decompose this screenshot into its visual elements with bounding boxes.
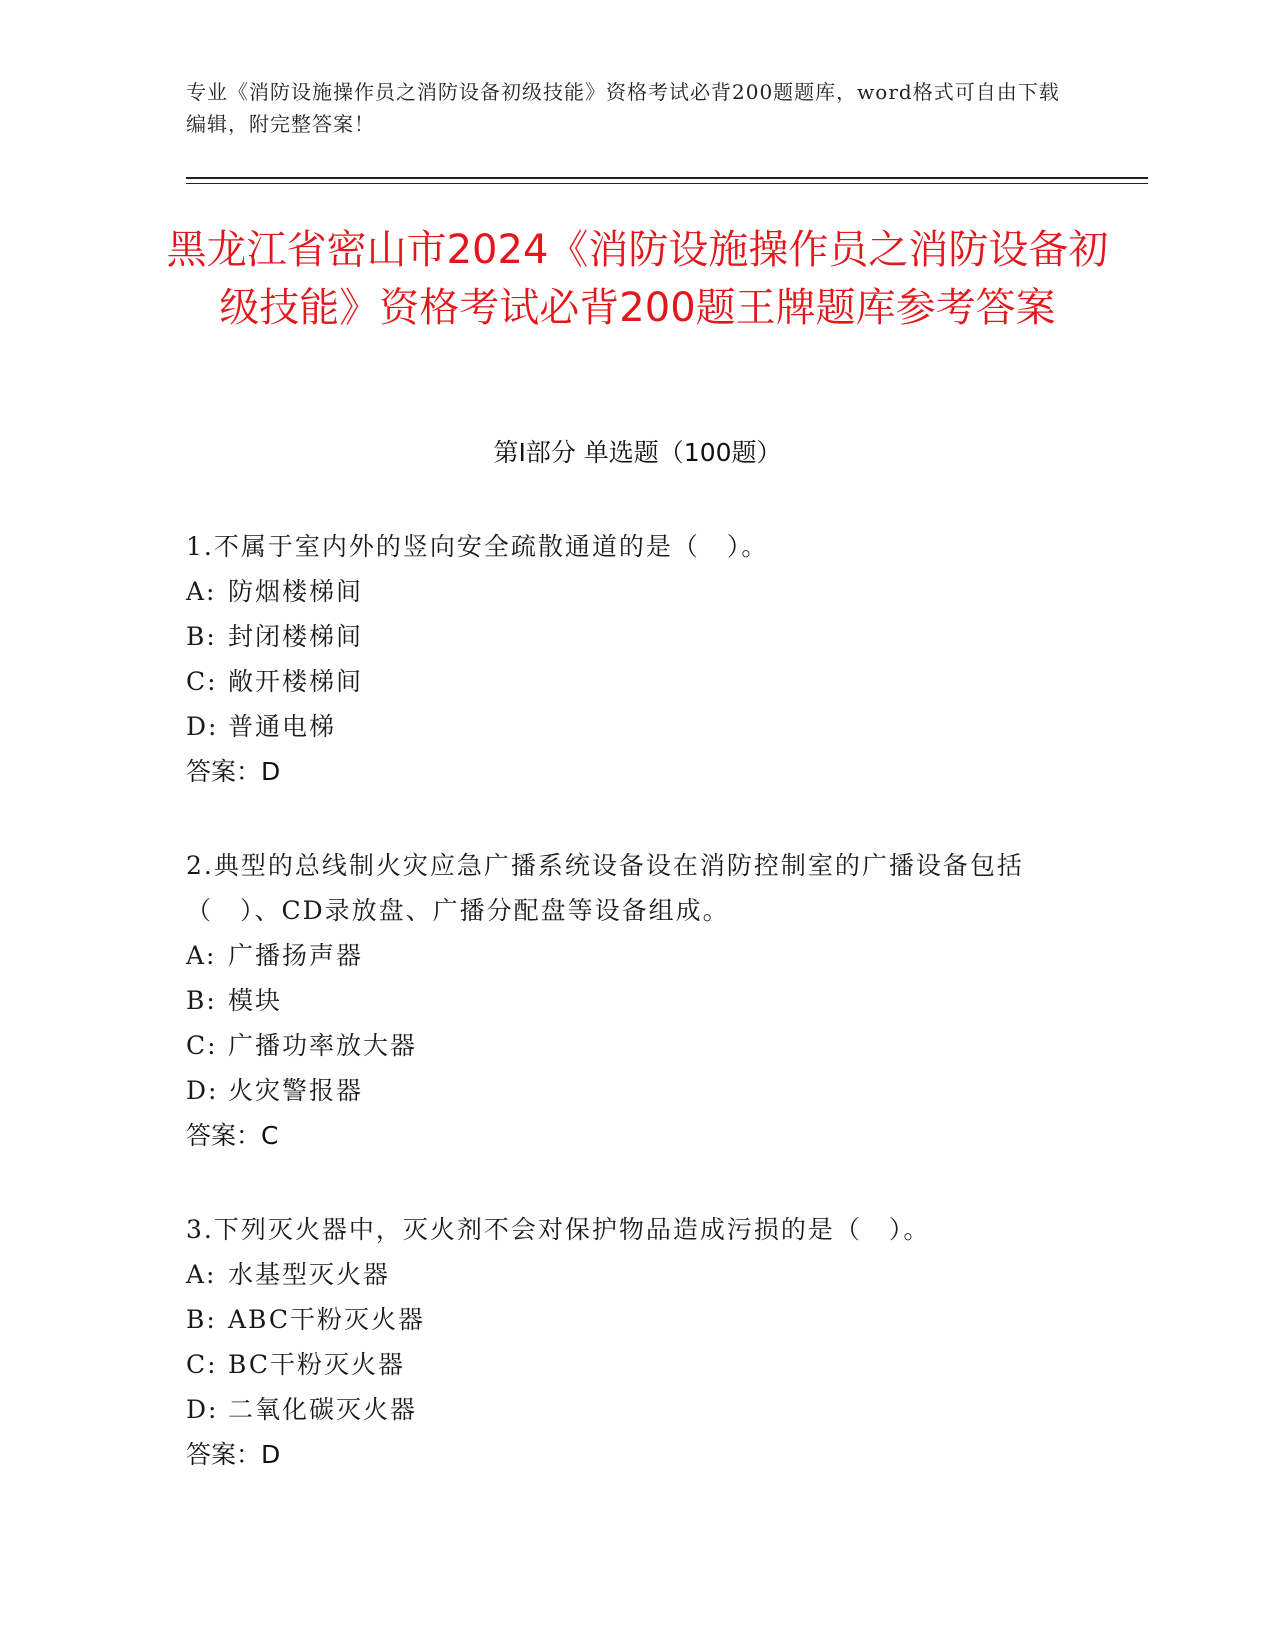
option-text: 模块 <box>228 986 283 1015</box>
option-key: B: <box>186 1305 217 1334</box>
option-text: 广播扬声器 <box>228 941 364 970</box>
option-text: 防烟楼梯间 <box>228 577 364 606</box>
question-2 <box>186 843 1086 1158</box>
option-text: 水基型灭火器 <box>228 1260 391 1289</box>
question-list <box>186 524 1086 1477</box>
option-a <box>186 569 1086 614</box>
document-title: 黑龙江省密山市2024《消防设施操作员之消防设备初级技能》资格考试必背200题王牌题库参考答案 <box>166 227 1109 331</box>
header-rule-thin <box>186 183 1148 184</box>
option-text: ABC干粉灭火器 <box>228 1305 426 1334</box>
option-key: A: <box>186 1260 217 1289</box>
option-d <box>186 1068 1086 1113</box>
option-a <box>186 1252 1086 1297</box>
option-text: 普通电梯 <box>228 712 337 741</box>
option-text: 封闭楼梯间 <box>228 622 364 651</box>
option-key: B: <box>186 622 217 651</box>
question-stem: 2.典型的总线制火灾应急广播系统设备设在消防控制室的广播设备包括（ ）、CD录放盘、广播分配盘等设备组成。 <box>186 851 1024 925</box>
answer: 答案：D <box>186 757 281 786</box>
option-a <box>186 933 1086 978</box>
option-b <box>186 978 1086 1023</box>
section-heading: 第I部分 单选题（100题） <box>493 438 782 467</box>
option-key: C: <box>186 1031 218 1060</box>
option-text: 火灾警报器 <box>228 1076 364 1105</box>
option-text: 敞开楼梯间 <box>228 667 364 696</box>
answer: 答案：D <box>186 1440 281 1469</box>
option-key: A: <box>186 941 217 970</box>
header-note: 专业《消防设施操作员之消防设备初级技能》资格考试必背200题题库，word格式可自由下载编辑，附完整答案！ <box>186 80 1060 136</box>
option-c <box>186 1023 1086 1068</box>
header-rule-thick <box>186 177 1148 179</box>
option-c <box>186 659 1086 704</box>
option-d <box>186 704 1086 749</box>
answer: 答案：C <box>186 1121 279 1150</box>
option-key: C: <box>186 1350 218 1379</box>
option-b <box>186 614 1086 659</box>
option-key: A: <box>186 577 217 606</box>
option-b <box>186 1297 1086 1342</box>
question-stem: 3.下列灭火器中，灭火剂不会对保护物品造成污损的是（ ）。 <box>186 1215 931 1244</box>
option-c <box>186 1342 1086 1387</box>
question-stem: 1.不属于室内外的竖向安全疏散通道的是（ ）。 <box>186 532 769 561</box>
question-1 <box>186 524 1086 794</box>
option-key: C: <box>186 667 218 696</box>
option-d <box>186 1387 1086 1432</box>
option-key: D: <box>186 1395 219 1424</box>
option-text: 二氧化碳灭火器 <box>228 1395 418 1424</box>
question-3 <box>186 1207 1086 1477</box>
option-key: D: <box>186 712 219 741</box>
option-key: B: <box>186 986 217 1015</box>
option-text: 广播功率放大器 <box>228 1031 418 1060</box>
option-text: BC干粉灭火器 <box>228 1350 405 1379</box>
option-key: D: <box>186 1076 219 1105</box>
